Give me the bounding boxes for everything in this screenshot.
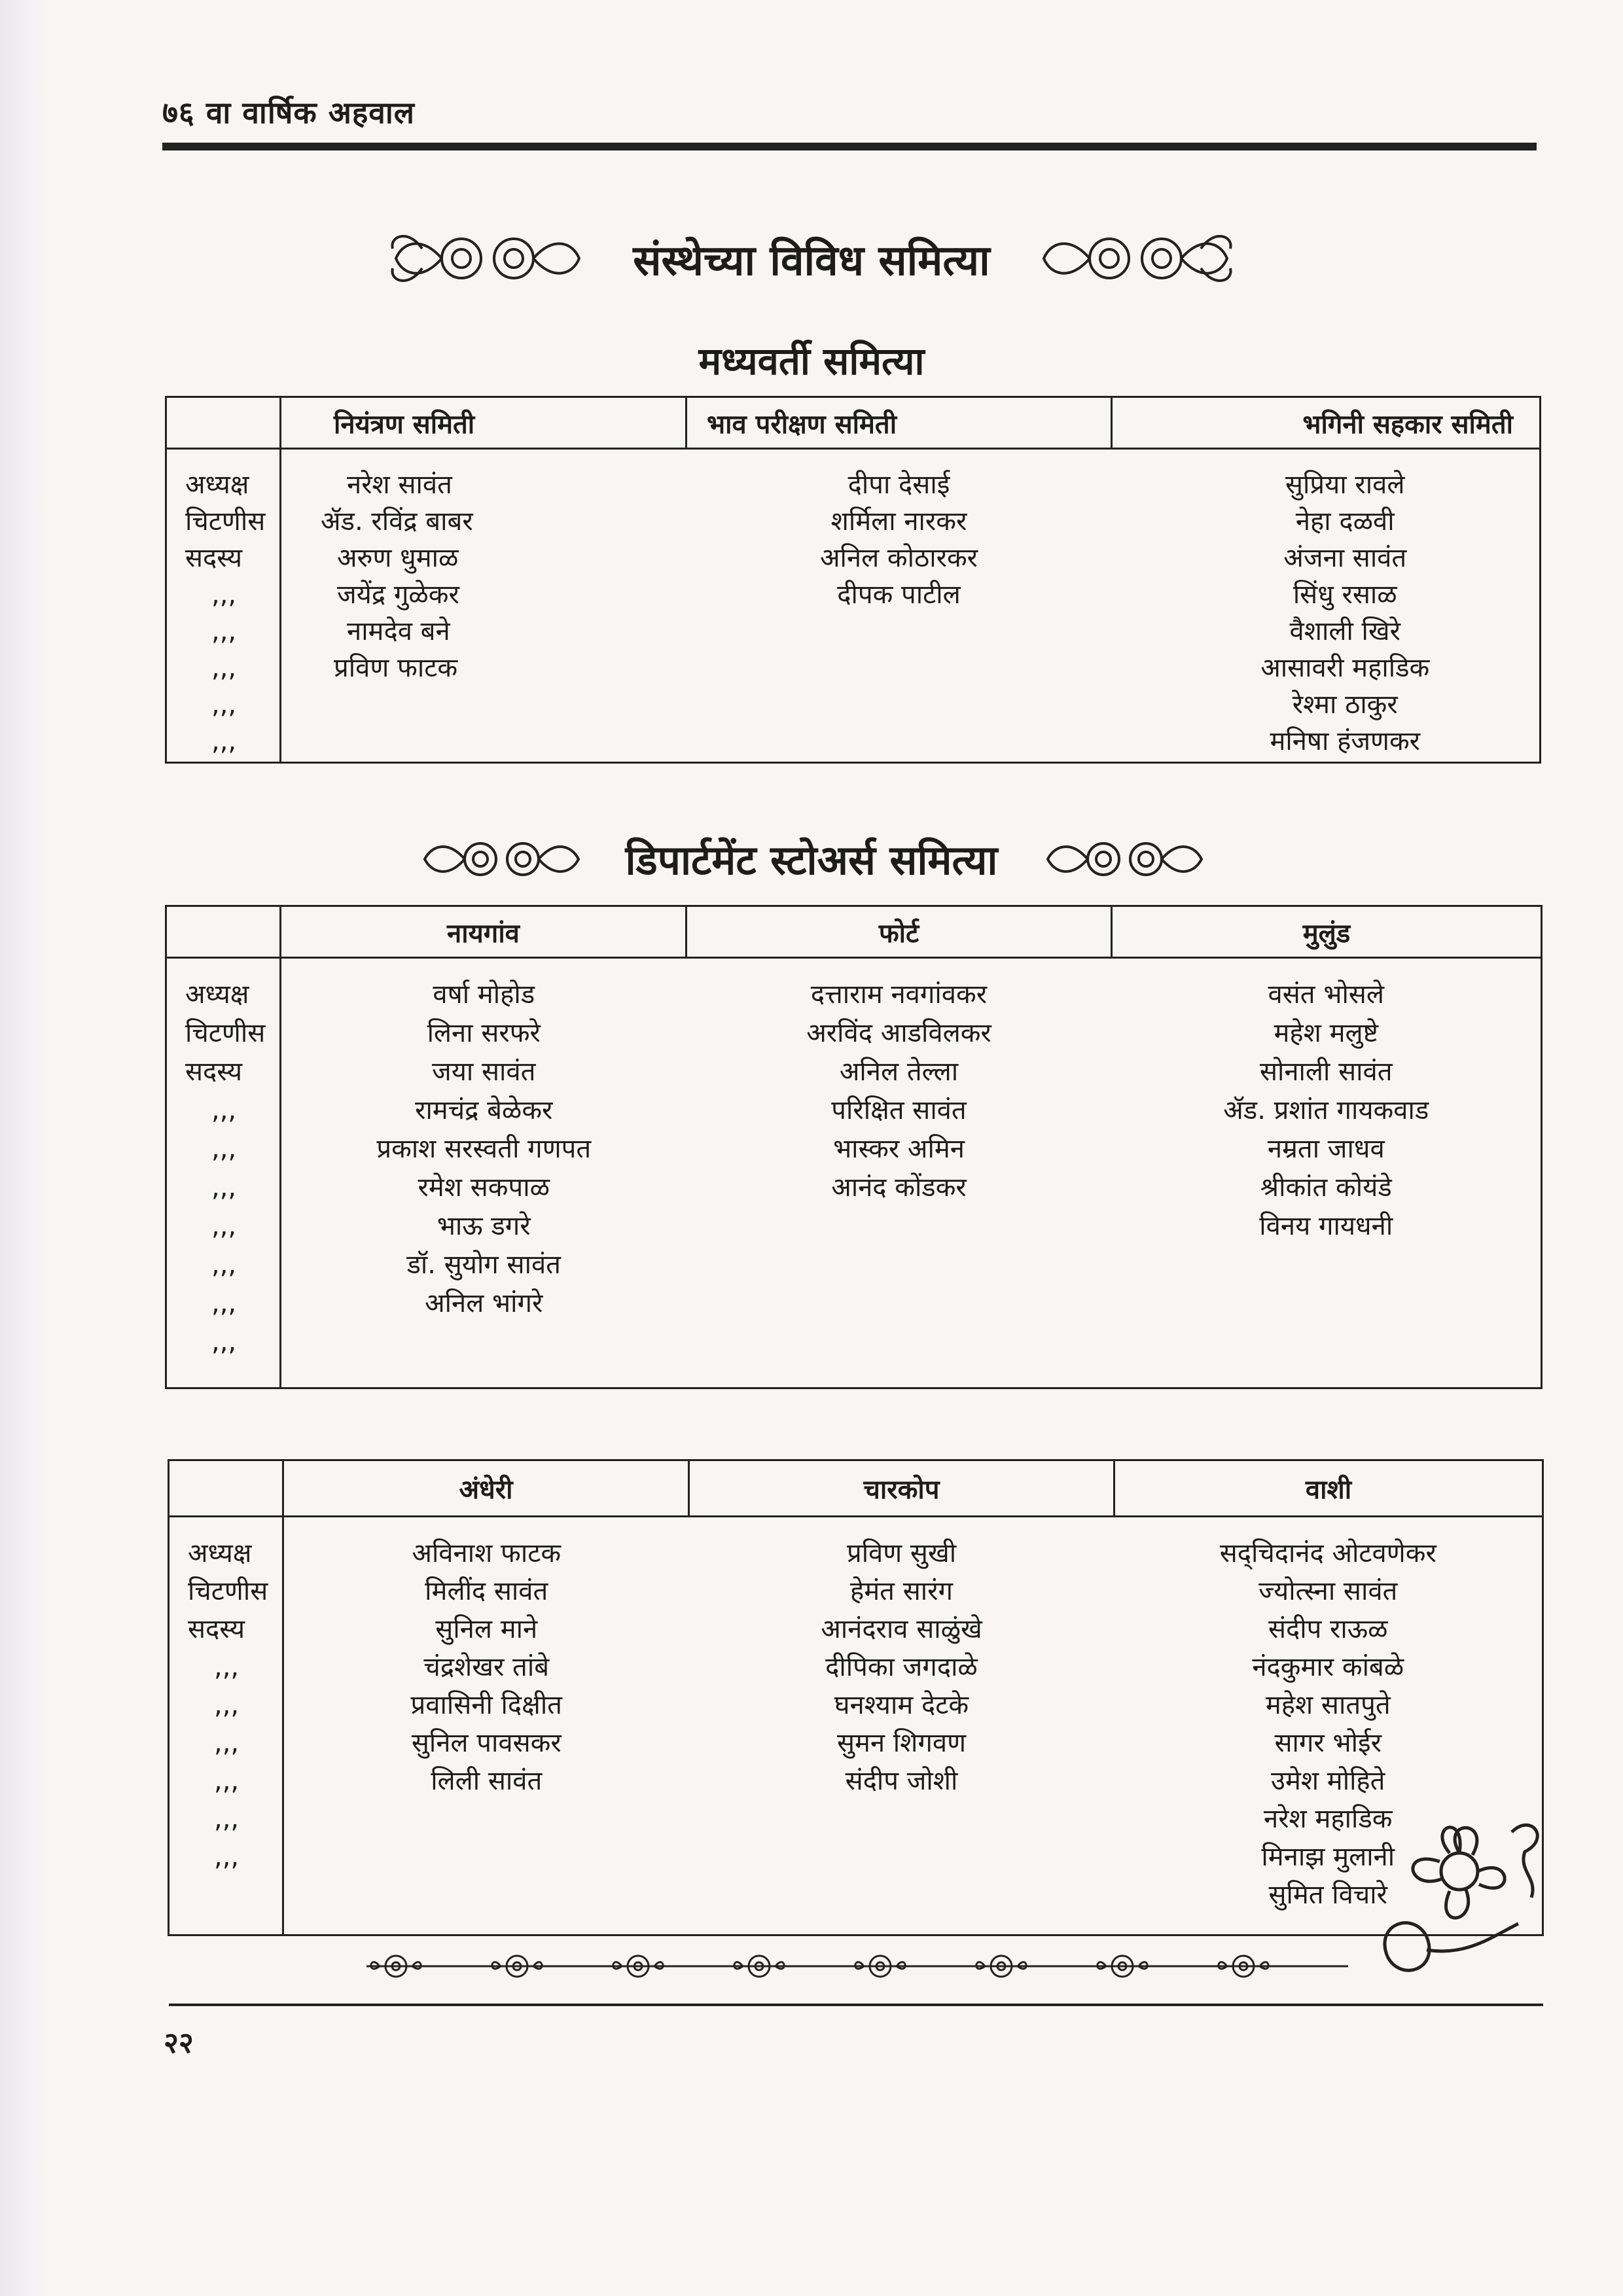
column-header: नियंत्रण समिती <box>281 397 687 449</box>
member-name: प्रवासिनी दिक्षीत <box>410 1690 562 1720</box>
member-name: नम्रता जाधव <box>1267 1134 1385 1164</box>
role-label: ,,, <box>214 1766 240 1796</box>
member-name: अनिल तेल्ला <box>839 1057 959 1087</box>
role-label: ,,, <box>214 1652 240 1682</box>
column-header: नायगांव <box>281 906 687 958</box>
role-label: सदस्य <box>185 543 243 573</box>
role-label: अध्यक्ष <box>185 980 249 1010</box>
role-label: सदस्य <box>188 1614 245 1644</box>
ornament-left-icon <box>415 830 585 889</box>
member-name: नामदेव बने <box>347 616 450 646</box>
member-name: दीपा देसाई <box>847 470 950 500</box>
member-name: रमेश सकपाळ <box>418 1173 550 1203</box>
role-label: अध्यक्ष <box>188 1538 252 1568</box>
role-label: ,,, <box>211 690 237 720</box>
member-name: सुनिल माने <box>435 1614 538 1644</box>
ornament-right-icon <box>1038 830 1208 889</box>
member-name: अरुण धुमाळ <box>337 543 459 573</box>
role-label: चिटणीस <box>185 1018 266 1048</box>
member-name: सुमन शिगवण <box>836 1728 967 1758</box>
member-name: आसावरी महाडिक <box>1260 653 1430 683</box>
member-name: ज्योत्स्ना सावंत <box>1258 1576 1398 1606</box>
member-name: सद्चिदानंद ओटवणेकर <box>1219 1538 1436 1568</box>
member-name: ॲड. रविंद्र बाबर <box>321 506 473 537</box>
role-label: ,,, <box>211 616 237 646</box>
roles-cell <box>166 958 281 1388</box>
member-name: दीपक पाटील <box>837 580 961 610</box>
corner-flower-icon <box>1361 1793 1558 1989</box>
member-name: हेमंत सारंग <box>850 1576 953 1606</box>
member-name: उमेश मोहिते <box>1271 1766 1385 1796</box>
member-name: सुमित विचारे <box>1268 1880 1388 1910</box>
flower-border-icon <box>366 1943 1348 1989</box>
member-name: अविनाश फाटक <box>412 1538 562 1568</box>
members-cell <box>281 958 687 1388</box>
member-name: दत्ताराम नवगांवकर <box>810 980 988 1010</box>
column-header: भाव परीक्षण समिती <box>687 397 1112 449</box>
column-header: वाशी <box>1115 1460 1543 1517</box>
member-name: आनंदराव साळुंखे <box>821 1614 982 1644</box>
footer-rule <box>169 2004 1543 2006</box>
role-header-cell <box>166 906 281 958</box>
member-name: सोनाली सावंत <box>1259 1057 1393 1087</box>
members-cell <box>687 449 1112 763</box>
member-name: संदीप राऊळ <box>1268 1614 1388 1644</box>
role-label: ,,, <box>211 1173 237 1203</box>
member-name: वैशाली खिरे <box>1289 616 1400 646</box>
member-name: जया सावंत <box>432 1057 536 1087</box>
member-name: अनिल भांगरे <box>425 1288 543 1318</box>
page-number: २२ <box>164 2026 194 2060</box>
member-name: प्रविण सुखी <box>846 1538 957 1568</box>
member-name: डॉ. सुयोग सावंत <box>406 1250 561 1280</box>
role-label: ,,, <box>211 1211 237 1241</box>
member-name: नेहा दळवी <box>1295 506 1395 537</box>
ornament-right-icon <box>1031 222 1240 294</box>
dept-stores-title <box>0 830 1623 889</box>
column-header: फोर्ट <box>687 906 1112 958</box>
member-name: महेश मलुष्टे <box>1274 1018 1378 1048</box>
member-name: रामचंद्र बेळेकर <box>415 1095 553 1125</box>
member-name: भाऊ डगरे <box>437 1211 531 1241</box>
member-name: अरविंद आडविलकर <box>806 1018 991 1048</box>
role-label: चिटणीस <box>185 506 266 537</box>
member-name: सुनिल पावसकर <box>411 1728 562 1758</box>
role-label: ,,, <box>211 1134 237 1164</box>
member-name: सागर भोईर <box>1274 1728 1382 1758</box>
member-name: संदीप जोशी <box>845 1766 958 1796</box>
role-label: ,,, <box>211 1250 237 1280</box>
members-cell <box>281 449 687 763</box>
member-name: लिली सावंत <box>431 1766 543 1796</box>
dept-stores-table-1 <box>165 905 1543 1389</box>
members-cell <box>1112 449 1541 763</box>
central-committees-title: मध्यवर्ती समित्या <box>698 339 925 383</box>
member-name: दीपिका जगदाळे <box>825 1652 978 1682</box>
member-name: वसंत भोसले <box>1268 980 1384 1010</box>
member-name: जयेंद्र गुळेकर <box>337 580 459 610</box>
role-label: ,,, <box>211 1288 237 1318</box>
header-rule <box>162 143 1537 150</box>
member-name: प्रकाश सरस्वती गणपत <box>376 1134 592 1164</box>
member-name: मनिषा हंजणकर <box>1270 726 1421 756</box>
column-header: भगिनी सहकार समिती <box>1112 397 1541 449</box>
role-label: ,,, <box>211 726 237 756</box>
member-name: वर्षा मोहोड <box>433 980 535 1010</box>
role-label: ,,, <box>214 1842 240 1872</box>
member-name: मिलींद सावंत <box>425 1576 548 1606</box>
roles-cell <box>166 449 281 763</box>
main-title <box>0 222 1623 294</box>
role-label: ,,, <box>211 653 237 683</box>
member-name: घनश्याम देटके <box>834 1690 969 1720</box>
members-cell <box>687 958 1112 1388</box>
members-cell <box>1112 958 1542 1388</box>
member-name: भास्कर अमिन <box>833 1134 965 1164</box>
role-label: चिटणीस <box>188 1576 268 1606</box>
member-name: अंजना सावंत <box>1283 543 1407 573</box>
members-cell <box>689 1517 1115 1935</box>
role-header-cell <box>166 397 281 449</box>
dept-stores-table-2 <box>168 1459 1544 1936</box>
role-label: ,,, <box>214 1804 240 1834</box>
member-name: विनय गायधनी <box>1259 1211 1393 1241</box>
member-name: नरेश सावंत <box>347 470 452 500</box>
role-label: ,,, <box>211 1095 237 1125</box>
member-name: आनंद कोंडकर <box>831 1173 967 1203</box>
ornament-left-icon <box>383 222 592 294</box>
role-label: ,,, <box>211 580 237 610</box>
column-header: अंधेरी <box>283 1460 689 1517</box>
member-name: लिना सरफरे <box>427 1018 541 1048</box>
report-header <box>162 92 1543 132</box>
roles-cell <box>169 1517 283 1935</box>
member-name: प्रविण फाटक <box>334 653 458 683</box>
central-committees-table <box>165 396 1541 764</box>
column-header: चारकोप <box>689 1460 1115 1517</box>
member-name: शर्मिला नारकर <box>830 506 967 537</box>
member-name: सिंधु रसाळ <box>1293 580 1397 610</box>
member-name: अनिल कोठारकर <box>819 543 978 573</box>
role-header-cell <box>169 1460 283 1517</box>
dept-stores-title-text: डिपार्टमेंट स्टोअर्स समित्या <box>625 836 998 884</box>
member-name: रेश्मा ठाकुर <box>1292 690 1398 720</box>
role-label: ,,, <box>211 1327 237 1357</box>
member-name: सुप्रिया रावले <box>1285 470 1405 500</box>
member-name: नरेश महाडिक <box>1264 1804 1393 1834</box>
members-cell <box>283 1517 689 1935</box>
main-title-text: संस्थेच्या विविध समित्या <box>633 236 990 285</box>
column-header: मुलुंड <box>1112 906 1542 958</box>
role-label: ,,, <box>214 1728 240 1758</box>
role-label: अध्यक्ष <box>185 470 249 500</box>
role-label: सदस्य <box>185 1057 243 1087</box>
member-name: श्रीकांत कोयंडे <box>1260 1173 1392 1203</box>
member-name: परिक्षित सावंत <box>831 1095 967 1125</box>
role-label: ,,, <box>214 1690 240 1720</box>
member-name: चंद्रशेखर तांबे <box>423 1652 550 1682</box>
member-name: नंदकुमार कांबळे <box>1252 1652 1404 1682</box>
member-name: मिनाझ मुलानी <box>1261 1842 1395 1872</box>
member-name: महेश सातपुते <box>1265 1690 1391 1720</box>
member-name: ॲड. प्रशांत गायकवाड <box>1223 1095 1429 1125</box>
report-title: ७६ वा वार्षिक अहवाल <box>162 95 415 130</box>
